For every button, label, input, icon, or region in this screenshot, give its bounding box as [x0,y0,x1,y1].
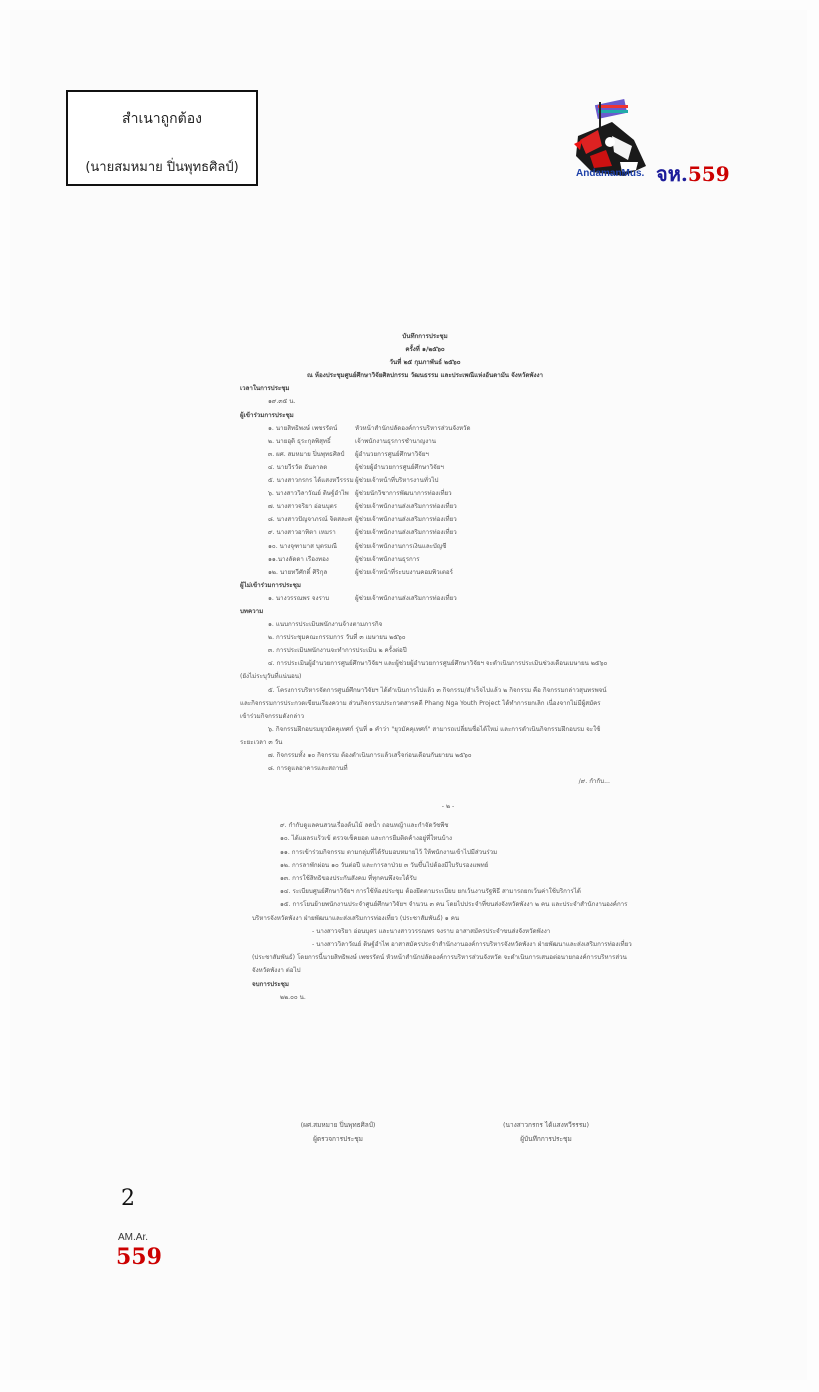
attendee-row [240,448,610,461]
attendee-row [240,435,610,448]
signature-name: (นางสาวกรกร ได้แสงหวีรรรม) [502,1121,590,1129]
signature-block [258,1118,418,1146]
minutes-page-1 [240,330,610,788]
agenda-item: ๑๐. ได้แผลรแร้วเข้ ตรวจเช็คยอด และการยืมติดค้างอยู่ที่ใหนบ้าง [280,835,453,843]
page-2-number: - ๒ - [441,803,455,810]
signature-role: ผู้ตรวจการประชุม [313,1135,363,1143]
time-value: ๑๙.๓๕ น. [268,398,296,406]
attendee-name: ๑๒. นายทวีศักดิ์ ศิริกุล [268,568,328,576]
document-code [656,158,730,190]
absent-heading: ผู้ไม่เข้าร่วมการประชุม [240,581,301,589]
agenda-item: ๗. กิจกรรมทั้ง ๑๐ กิจกรรม ต้องดำเนินการแล้วเสร็จก่อนเดือนกันยายน ๒๕๖๐ [268,752,472,759]
attendee-row [240,500,610,513]
attendee-position: ผู้ช่วยเจ้าพนักงานส่งเสริมการท่องเที่ยว [355,516,457,524]
attendee-position: ผู้อำนวยการศูนย์ศึกษาวิจัยฯ [355,450,429,458]
attendee-row [240,487,610,500]
agenda-item: ๑. แนบการประเมินพนักงานจ้างตามภารกิจ [268,621,383,629]
attendee-position: ผู้ช่วยเจ้าหน้าที่ระบบงานคอมพิวเตอร์ [355,568,453,576]
signature-name: (ผศ.สมหมาย ปิ่นพุทธศิลป์) [300,1121,376,1129]
certifier-name: (นายสมหมาย ปิ่นพุทธศิลป์) [85,160,239,175]
agenda-item: ๖. กิจกรรมฝึกอบรมยุวมัคคุเทศก์ รุ่นที่ ๑ คำว่า "ยุวมัคคุเทศก์" สามารถเปลี่ยนชื่อได้ใหม่ และการดำเนินกิจกรรมฝึกอบรม จะใช้ระยะเวลา ๓ วัน [240,725,601,746]
transfer-note: - นางสาววิลาวัณย์ ดิษฐ์อำไพ อาสาสมัครประจำสำนักงานองค์การบริหารจังหวัดพังงา ฝ่ายพัฒนาและส่งเสริมการท่องเที่ยว (ประชาสัมพันธ์) โดยการนี้นายสิทธิพงษ์ เพชรรัตน์ หัวหน้าสำนักปลัดองค์การบริหารส่วนจังหวัด จะดำเนินการเสนอต่อนายกองค์การบริหารส่วนจังหวัดพังงา ต่อไป [252,941,632,975]
attendee-name: ๑๐. นางจุฑามาส บุตรมณี [268,542,337,550]
time-heading: เวลาในการประชุม [240,385,290,393]
agenda-item: ๘. การดูแลอาคารและสถานที่ [268,765,348,773]
minutes-title: บันทึกการประชุม [402,333,448,340]
agenda-item: ๑๔. ระเบียบศูนย์ศึกษาวิจัยฯ การใช้ห้องประชุม ต้องยึดตามระเบียบ ยกเว้นงานรัฐพิธี สามารถยกเว้นค่าใช้บริการได้ [280,888,581,896]
attendee-row [240,513,610,526]
attendee-name: ๘. นางสาวปัญจาภรณ์ จิตสละศ [268,516,353,524]
archive-label: AM.Ar. [118,1232,149,1243]
attendee-position: ผู้ช่วยนักวิชาการพัฒนาการท่องเที่ยว [355,490,452,498]
certification-box [66,90,258,186]
agenda-item: ๑๕. การโยนย้ายพนักงานประจำศูนย์ศึกษาวิจัยฯ จำนวน ๓ คน โดยไปประจำที่ขนส่งจังหวัดพังงา ๒ คน และประจำสำนักงานองค์การบริหารจังหวัดพังงา ฝ่ายพัฒนาและส่งเสริมการท่องเที่ยว (ประชาสัมพันธ์) ๑ คน [252,901,628,922]
archive-number: 559 [116,1244,162,1270]
attendee-position: ผู้ช่วยเจ้าพนักงานธุรการ [355,555,420,563]
signature-role: ผู้บันทึกการประชุม [520,1135,572,1143]
attendee-name: ๕. นางสาวกรกร ได้แสงหวีรรรม [268,477,354,485]
attendee-position: ผู้ช่วยเจ้าพนักงานส่งเสริมการท่องเที่ยว [355,503,457,511]
attendees-heading: ผู้เข้าร่วมการประชุม [240,411,294,419]
attendee-name: ๓. ผศ. สมหมาย ปิ่นพุทธศิลป์ [268,450,345,458]
minutes-date: วันที่ ๒๕ กุมภาพันธ์ ๒๕๖๐ [389,359,461,367]
signature-block [466,1118,626,1146]
end-time: ๒๒.๐๐ น. [280,993,306,1001]
attendee-row [240,461,610,474]
attendee-name: ๔. นายวีรวัต อันลาลด [268,463,328,471]
attendee-position: หัวหน้าสำนักปลัดองค์การบริหารส่วนจังหวัด [355,424,471,432]
agenda-item: ๒. การประชุมคณะกรรมการ วันที่ ๓ เมษายน ๒๕๖๐ [268,634,406,642]
attendee-position: เจ้าพนักงานธุรการชำนาญงาน [355,437,437,445]
attendee-position: ผู้ช่วยผู้อำนวยการศูนย์ศึกษาวิจัยฯ [355,463,444,471]
certification-text: สำเนาถูกต้อง [122,111,202,127]
attendee-name: ๗. นางสาวจริยา อ่อนบุตร [268,503,337,511]
agenda-item: ๕. โครงการบริหารจัดการศูนย์ศึกษาวิจัยฯ ได้ดำเนินการไปแล้ว ๓ กิจกรรม/สำเร็จไปแล้ว ๒ กิจกรรม คือ กิจกรรมกล่าวสุนทรพจน์ และกิจกรรมการประกวดเขียนเรียงความ ส่วนกิจกรรมประกวดสารคดี Phang Nga Youth Project ได้ทำการยกเลิก เนื่องจากไม่มีผู้สมัครเข้าร่วมกิจกรรมดังกล่าว [240,686,607,720]
agenda-item: ๑๓. การใช้สิทธิของประกันสังคม ที่ทุกคนพึงจะได้รับ [280,875,417,883]
attendee-row [240,540,610,553]
agenda-item: ๔. การประเมินผู้อำนวยการศูนย์ศึกษาวิจัยฯ และผู้ช่วยผู้อำนวยการศูนย์ศึกษาวิจัยฯ จะดำเนินการประเมินช่วงเดือนเมษายน ๒๕๖๐ (ยังไม่ระบุวันที่แน่นอน) [240,660,608,681]
document-code-number: 559 [687,162,730,186]
absent-row [240,592,610,605]
attendee-position: ผู้ช่วยเจ้าพนักงานส่งเสริมการท่องเที่ยว [355,529,457,537]
transfer-note: - นางสาวจริยา อ่อนบุตร และนางสาววรรณพร จงราบ อาสาสมัครประจำขนส่งจังหวัดพังงา [312,927,551,935]
attendee-name: ๑. นายสิทธิพงษ์ เพชรรัตน์ [268,424,338,432]
document-code-prefix: จห. [656,162,688,186]
attendee-position: ผู้ช่วยเจ้าหน้าที่บริหารงานทั่วไป [355,477,439,485]
attendee-name: ๖. นางสาววิลาวัณย์ ดิษฐ์อำไพ [268,490,349,498]
logo-text: AndamanMus. [576,168,645,179]
attendee-name: ๒. นายอุดิ ธุระกุลพิสุทธิ์ [268,437,331,445]
agenda-item: ๙. กำกับดูแลคนสวนเรื่องต้นไม้ ลดน้ำ ถอนหญ้าและกำจัดวัชพืช [280,822,449,830]
agenda-item: ๑๒. การลาพักผ่อน ๑๐ วันต่อปี และการลาป่วย ๓ วันขึ้นไปต้องมีใบรับรองแพทย์ [280,861,489,869]
attendee-row [240,474,610,487]
agenda-item: ๑๑. การเข้าร่วมกิจกรรม ตามกลุ่มที่ได้รับมอบหมายไว้ ให้พนักงานเข้าไปมีส่วนร่วม [280,848,498,856]
minutes-page-2 [252,800,644,1004]
end-heading: จบการประชุม [252,980,289,988]
agenda-item: ๓. การประเมินพนักงานจะทำการประเมิน ๒ ครั้งต่อปี [268,647,407,655]
attendee-row [240,422,610,435]
minutes-session: ครั้งที่ ๑/๒๕๖๐ [405,346,445,354]
attendee-position: ผู้ช่วยเจ้าพนักงานการเงินและบัญชี [355,542,447,550]
attendee-row [240,526,610,539]
content-heading: บทความ [240,607,264,615]
page-number: 2 [121,1186,135,1211]
absent-position: ผู้ช่วยเจ้าพนักงานส่งเสริมการท่องเที่ยว [355,594,457,602]
attendee-name: ๙. นางสาวอาทิตา เหมรา [268,529,336,537]
attendee-row [240,566,610,579]
minutes-venue: ณ ห้องประชุมศูนย์ศึกษาวิจัยศิลปกรรม วัฒนธรรม และประเพณีแห่งอันดามัน จังหวัดพังงา [307,372,543,380]
attendee-name: ๑๑.นางลัดดา เรืองทอง [268,555,329,563]
continue-note: /๙. กำกับ... [578,778,610,786]
absent-name: ๑. นางวรรณพร จงราบ [268,594,330,602]
attendee-row [240,553,610,566]
